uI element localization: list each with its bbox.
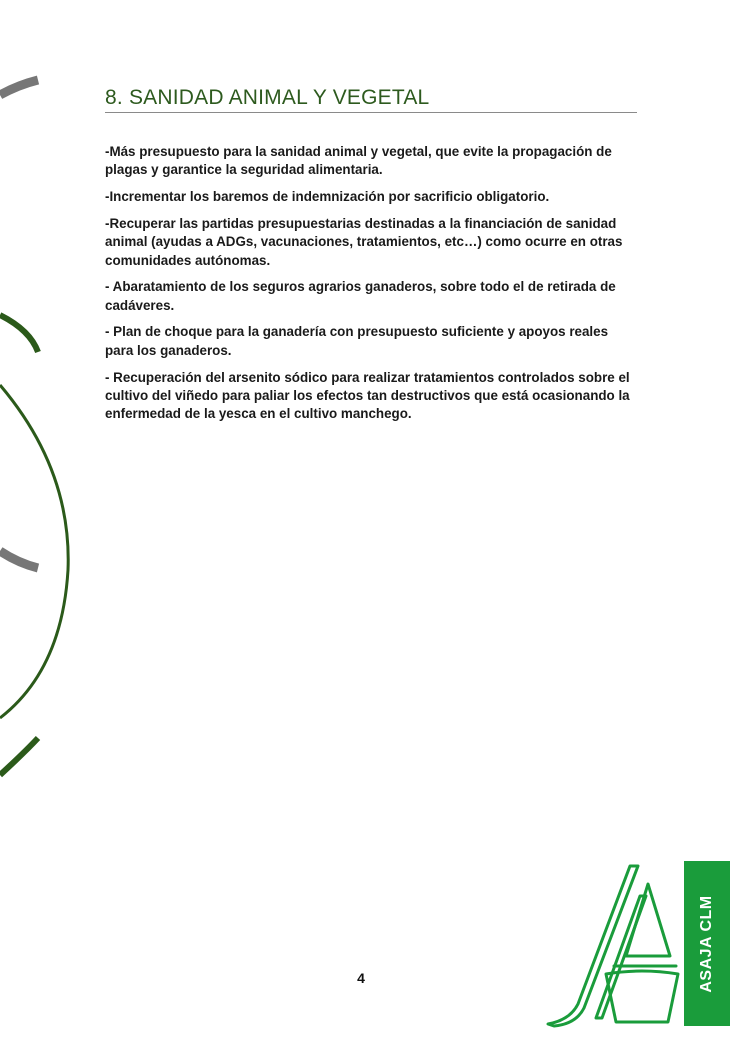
list-item: - Recuperación del arsenito sódico para realizar tratamientos controlados sobre el cultivo del viñedo para paliar los efectos tan destructivos que está ocasionando la enfermedad de la yesca en el cultivo manchego.: [105, 369, 630, 422]
gray-arc-top: [0, 80, 38, 95]
list-item: -Recuperar las partidas presupuestarias destinadas a la financiación de sanidad animal (ayudas a ADGs, vacunaciones, tratamientos, etc…) como ocurre en otras comunidades autónomas.: [105, 215, 623, 268]
list-item: -Incrementar los baremos de indemnización por sacrificio obligatorio.: [105, 189, 550, 205]
gray-arc-middle: [0, 551, 38, 568]
green-arc-lower: [0, 738, 38, 775]
green-arc-upper: [0, 315, 38, 352]
page-number: 4: [357, 970, 365, 986]
proposals-list: [105, 143, 640, 432]
logo-band-text: ASAJA CLM: [698, 894, 715, 993]
green-circle-arc: [0, 385, 68, 718]
logo-band: [684, 861, 730, 1026]
list-item: - Plan de choque para la ganadería con presupuesto suficiente y apoyos reales para los ganaderos.: [105, 324, 609, 358]
list-item: - Abaratamiento de los seguros agrarios ganaderos, sobre todo el de retirada de cadáveres.: [105, 279, 616, 313]
list-item: -Más presupuesto para la sanidad animal y vegetal, que evite la propagación de plagas y garantice la seguridad alimentaria.: [105, 144, 612, 178]
asaja-logo-icon: [540, 858, 685, 1030]
section-title: 8. SANIDAD ANIMAL Y VEGETAL: [105, 86, 637, 113]
